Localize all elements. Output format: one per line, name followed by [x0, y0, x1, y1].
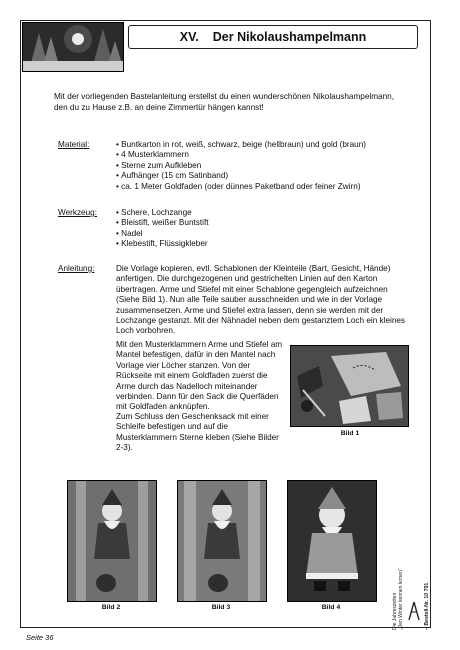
page-number: Seite 36 [26, 633, 54, 642]
anleitung-label: Anleitung: [58, 264, 95, 273]
photo-bild-1 [290, 345, 409, 427]
side-order-number: – Bestell-Nr. 10 791 [424, 582, 430, 630]
list-item: • Buntkarton in rot, weiß, schwarz, beige (hellbraun) und gold (braun) [116, 140, 366, 150]
caption-bild-3: Bild 3 [211, 604, 231, 611]
material-label: Material: [58, 140, 90, 149]
list-item: • 4 Musterklammern [116, 150, 366, 160]
anleitung-text-narrow: Mit den Musterklammern Arme und Stiefel am Mantel befestigen, dafür in den Mantel nach Vorlage vier Löcher stanzen. Von der Rückseite mit einem Goldfaden zuerst die Arme durch das Nadelloch miteinander verbinden. Dann für den Sack die Querfäden mit Goldfaden anknüpfen. [116, 340, 283, 412]
header-winter-photo [22, 22, 124, 72]
photo-bild-4 [287, 480, 377, 602]
photo-bild-2 [67, 480, 157, 602]
material-list [116, 140, 366, 192]
caption-bild-1: Bild 1 [340, 430, 360, 437]
list-item: • ca. 1 Meter Goldfaden (oder dünnes Paketband oder feiner Zwirn) [116, 182, 366, 192]
list-item: • Aufhänger (15 cm Satinband) [116, 171, 366, 181]
list-item: • Sterne zum Aufkleben [116, 161, 366, 171]
chapter-title: Der Nikolaushampelmann [212, 30, 367, 44]
list-item: • Schere, Lochzange [116, 208, 209, 218]
chapter-number: XV. [179, 30, 199, 44]
werkzeug-label: Werkzeug: [58, 208, 97, 217]
werkzeug-list [116, 208, 209, 250]
caption-bild-2: Bild 2 [101, 604, 121, 611]
page-title [128, 25, 418, 49]
list-item: • Klebestift, Flüssigkleber [116, 239, 209, 249]
anleitung-text-end: Zum Schluss den Geschenksack mit einer Schleife befestigen und auf die Musterklammern Sterne kleben (Siehe Bilder 2-3). [116, 412, 279, 453]
photo-bild-3 [177, 480, 267, 602]
publisher-logo-icon [405, 600, 423, 622]
caption-bild-4: Bild 4 [321, 604, 341, 611]
side-series-line2: „Den Winter kennen lernen“ [398, 568, 405, 630]
list-item: • Nadel [116, 229, 209, 239]
anleitung-text-full: Die Vorlage kopieren, evtl. Schablonen der Kleinteile (Bart, Gesicht, Hände) anfertigen. Die durchgezogenen und gestrichelten Linien auf den Karton übertragen. Arme und Stiefel mit einer Schablone gegengleich aufzeichnen (Siehe Bild 1). Nun alle Teile sauber ausschneiden und wie in der Vorlage zusammensetzen. Arme und Stiefel extra lassen, denn sie werden mit der Lochzange gestanzt. Mit der Nähnadel neben dem gestanztem Loch ein kleines Loch vorbohren. [116, 264, 406, 336]
list-item: • Bleistift, weißer Buntstift [116, 218, 209, 228]
side-series-line1: Die Jahreszeiten [392, 592, 398, 630]
intro-text: Mit der vorliegenden Bastelanleitung erstellst du einen wunderschönen Nikolaushampelmann, den du zu Hause z.B. an deine Zimmertür hängen kannst! [54, 92, 394, 113]
